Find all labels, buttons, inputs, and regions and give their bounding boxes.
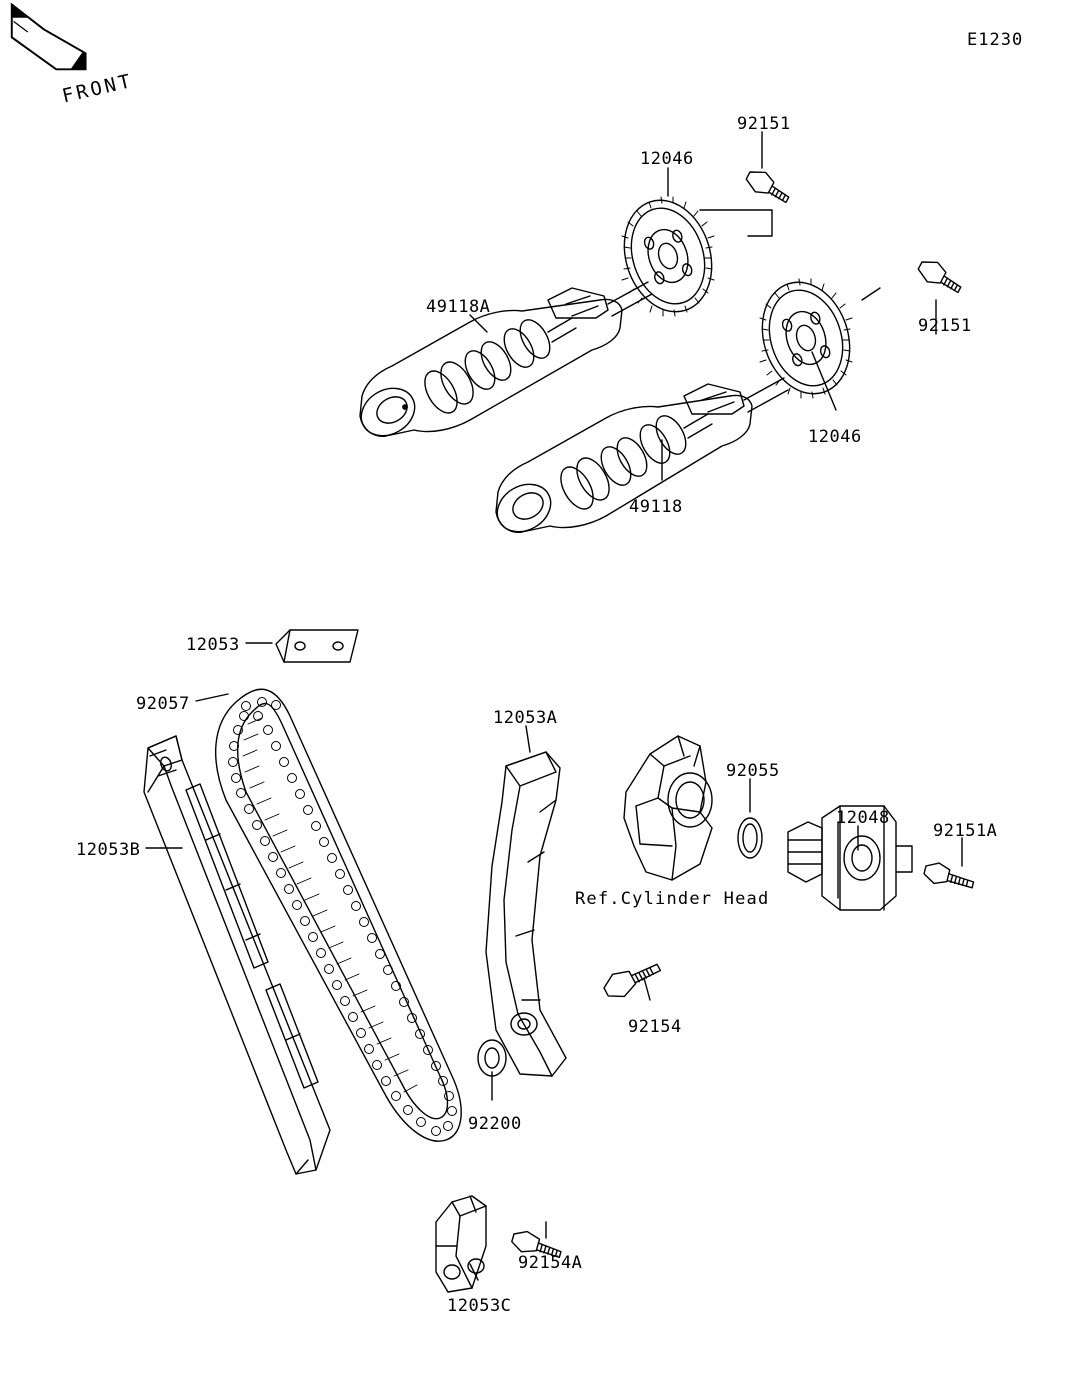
reference-note: Ref.Cylinder Head xyxy=(575,889,770,909)
part-label-49118: 49118 xyxy=(629,497,683,517)
part-label-12046-left: 12046 xyxy=(640,149,694,169)
part-label-12048: 12048 xyxy=(836,808,890,828)
part-label-12046-right: 12046 xyxy=(808,427,862,447)
part-label-92154: 92154 xyxy=(628,1017,682,1037)
diagram-code: E1230 xyxy=(967,30,1024,50)
part-label-12053B: 12053B xyxy=(76,840,141,860)
part-label-92057: 92057 xyxy=(136,694,190,714)
part-label-12053: 12053 xyxy=(186,635,240,655)
front-badge-label: FRONT xyxy=(60,69,136,108)
part-label-92154A: 92154A xyxy=(518,1253,583,1273)
part-label-92055: 92055 xyxy=(726,761,780,781)
part-label-92151A: 92151A xyxy=(933,821,998,841)
part-label-92200: 92200 xyxy=(468,1114,522,1134)
part-label-49118A: 49118A xyxy=(426,297,491,317)
part-label-92151-right: 92151 xyxy=(918,316,972,336)
part-label-12053A: 12053A xyxy=(493,708,558,728)
part-label-92151-top: 92151 xyxy=(737,114,791,134)
part-label-12053C: 12053C xyxy=(447,1296,512,1316)
